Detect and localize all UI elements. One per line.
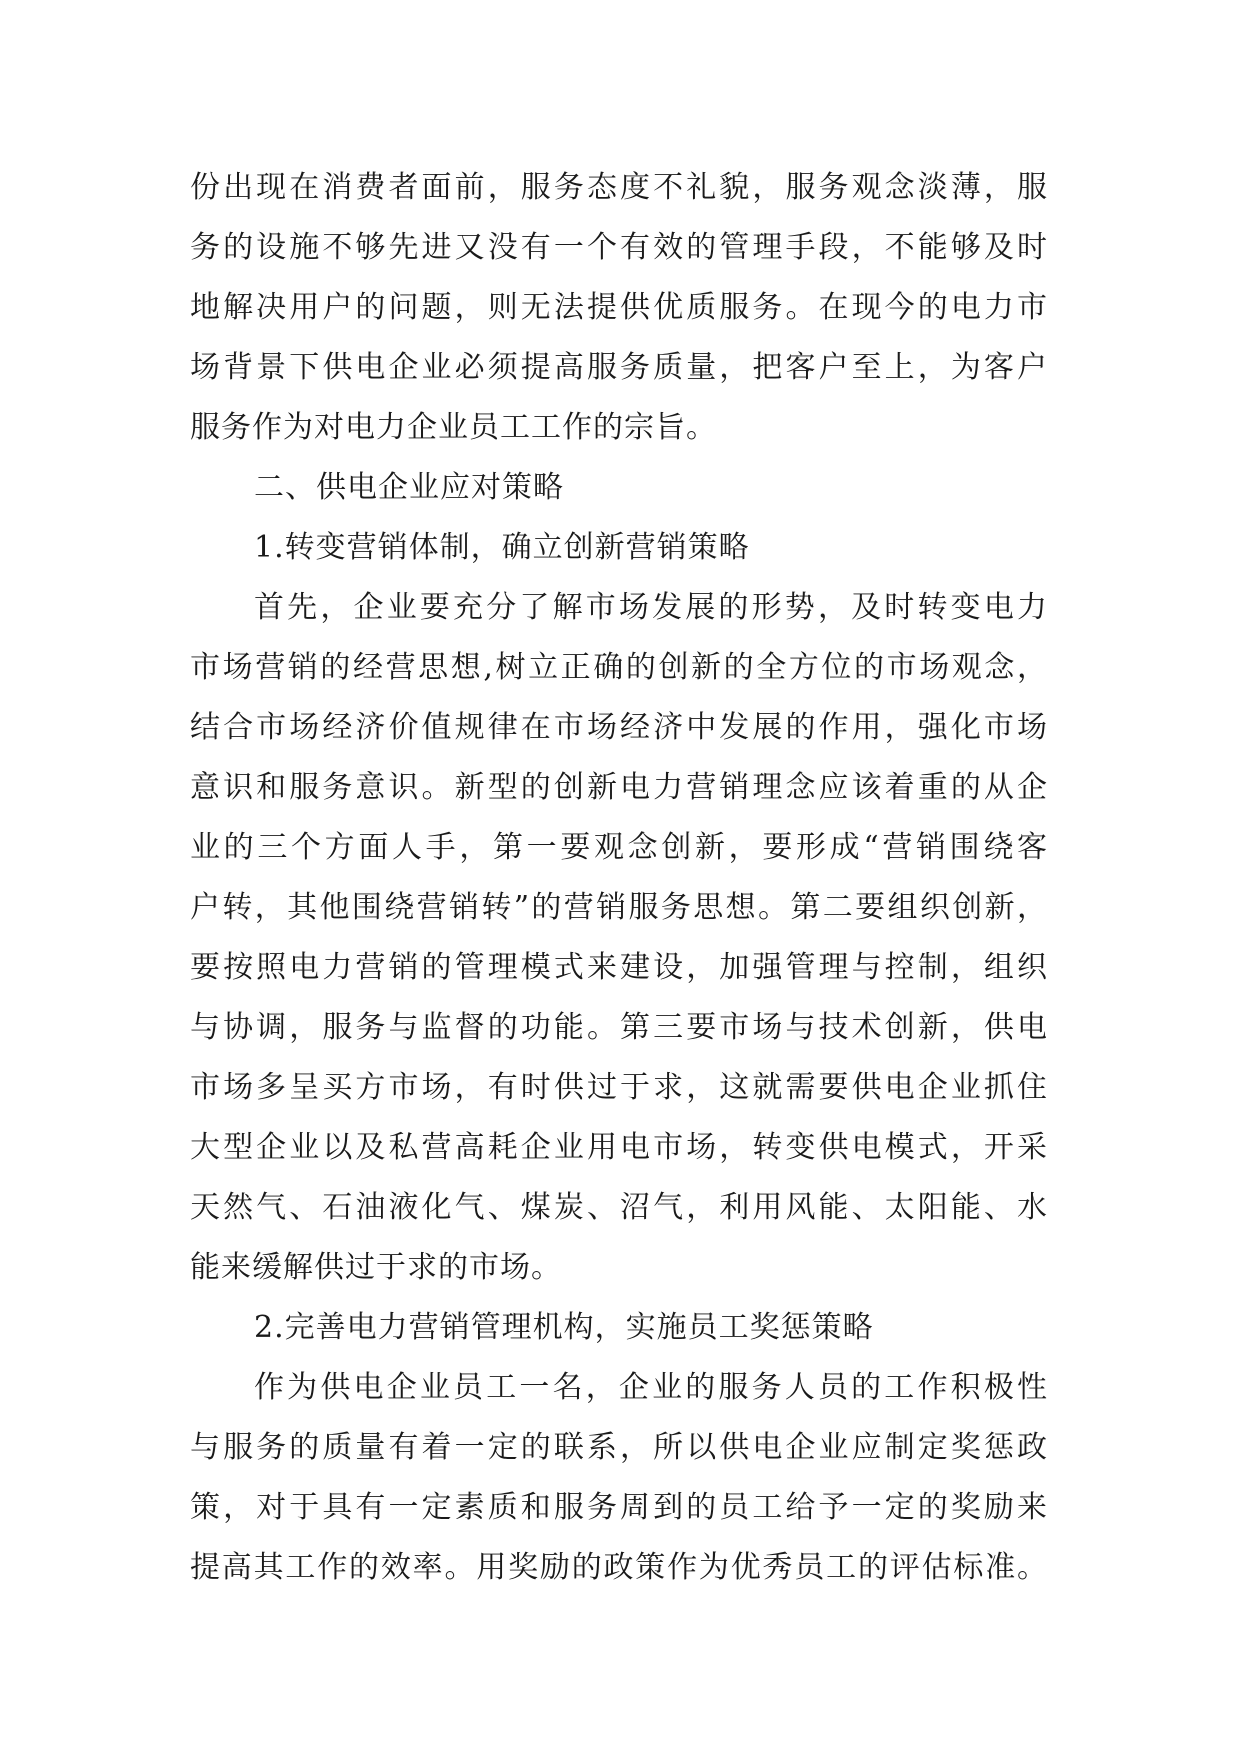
- body-text-line: 户转，其他围绕营销转”的营销服务思想。第二要组织创新，: [190, 890, 1048, 925]
- subsection-heading: 1.转变营销体制，确立创新营销策略: [254, 530, 750, 565]
- body-text-line: 服务作为对电力企业员工工作的宗旨。: [190, 410, 717, 445]
- body-text-line: 市场多呈买方市场，有时供过于求，这就需要供电企业抓住: [190, 1070, 1048, 1105]
- body-text-line: 意识和服务意识。新型的创新电力营销理念应该着重的从企: [190, 770, 1048, 805]
- body-text-line: 能来缓解供过于求的市场。: [190, 1250, 562, 1285]
- body-text-line: 天然气、石油液化气、煤炭、沼气，利用风能、太阳能、水: [190, 1190, 1048, 1225]
- document-body: [190, 158, 1048, 1598]
- body-text-line: 要按照电力营销的管理模式来建设，加强管理与控制，组织: [190, 950, 1048, 985]
- subsection-heading: 2.完善电力营销管理机构，实施员工奖惩策略: [254, 1310, 874, 1345]
- body-text-line: 提高其工作的效率。用奖励的政策作为优秀员工的评估标准。: [190, 1550, 1048, 1585]
- body-text-line: 与服务的质量有着一定的联系，所以供电企业应制定奖惩政: [190, 1430, 1048, 1465]
- body-text-line: 市场营销的经营思想,树立正确的创新的全方位的市场观念，: [190, 650, 1048, 685]
- body-text-line: 与协调，服务与监督的功能。第三要市场与技术创新，供电: [190, 1010, 1048, 1045]
- body-text-line: 作为供电企业员工一名，企业的服务人员的工作积极性: [254, 1370, 1048, 1405]
- body-text-line: 务的设施不够先进又没有一个有效的管理手段，不能够及时: [190, 230, 1048, 265]
- body-text-line: 地解决用户的问题，则无法提供优质服务。在现今的电力市: [190, 290, 1048, 325]
- section-heading: 二、供电企业应对策略: [254, 470, 564, 505]
- body-text-line: 场背景下供电企业必须提高服务质量，把客户至上，为客户: [190, 350, 1048, 385]
- body-text-line: 首先，企业要充分了解市场发展的形势，及时转变电力: [254, 590, 1048, 625]
- body-text-line: 业的三个方面人手，第一要观念创新，要形成“营销围绕客: [190, 830, 1048, 865]
- body-text-line: 结合市场经济价值规律在市场经济中发展的作用，强化市场: [190, 710, 1048, 745]
- body-text-line: 大型企业以及私营高耗企业用电市场，转变供电模式，开采: [190, 1130, 1048, 1165]
- body-text-line: 策，对于具有一定素质和服务周到的员工给予一定的奖励来: [190, 1490, 1048, 1525]
- body-text-line: 份出现在消费者面前，服务态度不礼貌，服务观念淡薄，服: [190, 170, 1048, 205]
